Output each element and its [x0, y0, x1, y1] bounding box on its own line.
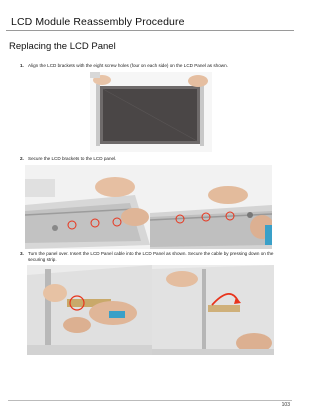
photo-step-1-brackets [90, 72, 212, 152]
photo-step-2-right [150, 165, 272, 249]
page-title: LCD Module Reassembly Procedure [11, 16, 185, 28]
photo-step-3-left [27, 265, 152, 355]
step-2 [20, 156, 276, 162]
step-3-text: Turn the panel over. Insert the LCD Panel cable into the LCD Panel as shown. Secure the cable by pressing down on the securing strip. [28, 251, 274, 262]
step-2-number: 2. [20, 156, 24, 161]
step-1-text: Align the LCD brackets with the eight screw holes (four on each side) on the LCD Panel as shown. [28, 63, 228, 68]
step-3-number: 3. [20, 251, 24, 256]
step-1 [20, 63, 276, 69]
step-1-number: 1. [20, 63, 24, 68]
photo-step-2-left [25, 165, 150, 249]
photo-step-3-right [152, 265, 274, 355]
page-number: 103 [281, 402, 290, 408]
step-3 [20, 251, 276, 263]
footer-rule [8, 400, 292, 401]
title-rule [6, 30, 294, 31]
section-title: Replacing the LCD Panel [9, 41, 116, 52]
step-2-text: Secure the LCD brackets to the LCD panel. [28, 156, 117, 161]
